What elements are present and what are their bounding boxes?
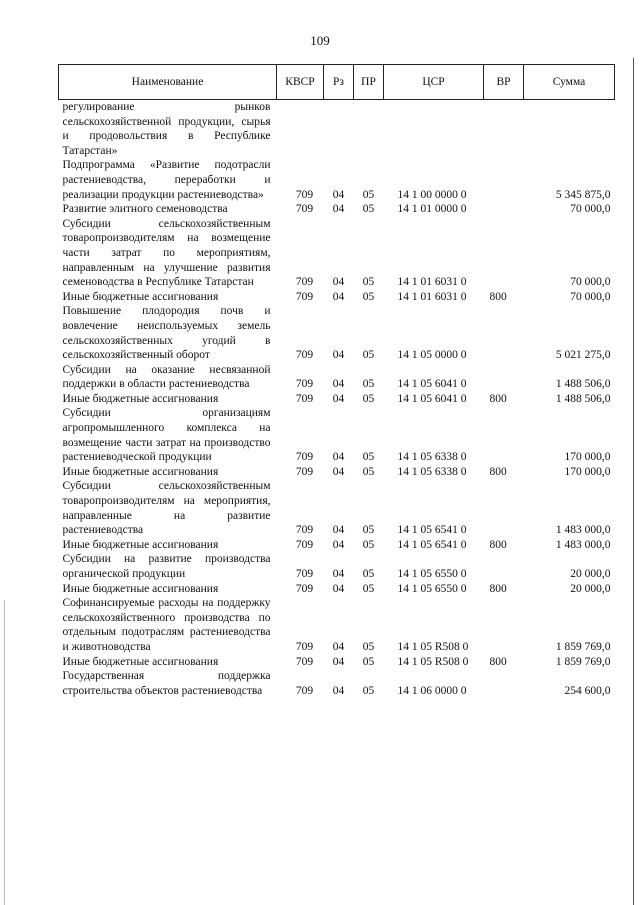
cell-csr: 14 1 05 6338 0 (397, 465, 467, 478)
cell-csr: 14 1 06 0000 0 (397, 684, 467, 697)
table-row (59, 290, 615, 305)
cell-pr: 05 (362, 524, 375, 537)
table-row (59, 304, 615, 362)
budget-table (58, 64, 615, 698)
cell-pr: 05 (362, 392, 375, 405)
cell-kvsr: 709 (295, 451, 314, 464)
cell-vr (484, 304, 524, 362)
cell-kvsr: 709 (295, 538, 314, 551)
cell-csr: 14 1 05 0000 0 (397, 349, 467, 362)
cell-name: Субсидии на развитие производства органической продукции (62, 553, 271, 580)
cell-csr: 14 1 05 6338 0 (397, 451, 467, 464)
cell-rz: 04 (332, 538, 345, 551)
cell-vr (484, 406, 524, 464)
cell-vr (484, 158, 524, 202)
header-sum: Сумма (524, 65, 615, 100)
cell-sum: 5 021 275,0 (555, 349, 611, 362)
cell-rz: 04 (332, 582, 345, 595)
cell-name: Повышение плодородия почв и вовлечение неиспользуемых земель сельскохозяйственных угодий в сельскохозяйственный оборот (62, 305, 271, 362)
cell-kvsr: 709 (295, 640, 314, 653)
cell-vr (484, 363, 524, 392)
cell-vr: 800 (489, 655, 507, 668)
cell-kvsr: 709 (295, 655, 314, 668)
cell-name: Иные бюджетные ассигнования (62, 392, 219, 405)
table-row (59, 100, 615, 159)
cell-sum: 1 488 506,0 (555, 392, 611, 405)
table-row (59, 406, 615, 464)
table-row (59, 465, 615, 480)
cell-csr: 14 1 05 6541 0 (397, 524, 467, 537)
cell-kvsr: 709 (295, 524, 314, 537)
cell-kvsr: 709 (295, 378, 314, 391)
page-number: 109 (310, 33, 330, 48)
cell-kvsr: 709 (295, 188, 314, 201)
cell-rz: 04 (332, 349, 345, 362)
table-row (59, 582, 615, 597)
cell-csr: 14 1 05 6041 0 (397, 378, 467, 391)
page-edge-line (633, 58, 634, 905)
cell-rz: 04 (332, 640, 345, 653)
cell-csr: 14 1 05 6541 0 (397, 538, 467, 551)
table-row (59, 538, 615, 553)
table-row (59, 669, 615, 698)
cell-kvsr: 709 (295, 392, 314, 405)
cell-csr (384, 100, 484, 159)
cell-csr: 14 1 05 6550 0 (397, 582, 467, 595)
cell-pr: 05 (362, 290, 375, 303)
cell-sum: 5 345 875,0 (555, 188, 611, 201)
cell-pr: 05 (362, 684, 375, 697)
cell-name: Субсидии организациям агропромышленного комплекса на возмещение части затрат на производство растениеводческой продукции (62, 407, 271, 464)
cell-kvsr: 709 (295, 582, 314, 595)
cell-name: Подпрограмма «Развитие подотрасли растениеводства, переработки и реализации продукции растениеводства» (62, 159, 271, 201)
header-name: Наименование (59, 65, 277, 100)
cell-kvsr: 709 (295, 568, 314, 580)
cell-pr: 05 (362, 188, 375, 201)
cell-sum: 70 000,0 (570, 290, 611, 303)
cell-pr: 05 (362, 640, 375, 653)
table-body (59, 100, 615, 699)
cell-kvsr: 709 (295, 684, 314, 697)
cell-rz: 04 (332, 524, 345, 537)
table-row (59, 596, 615, 654)
cell-sum: 1 483 000,0 (555, 538, 611, 551)
cell-kvsr (277, 100, 324, 159)
table-header-row (59, 65, 615, 100)
cell-sum: 1 483 000,0 (555, 524, 611, 537)
cell-vr (484, 552, 524, 581)
cell-csr: 14 1 00 0000 0 (397, 188, 467, 201)
cell-csr: 14 1 05 6041 0 (397, 392, 467, 405)
cell-vr (484, 479, 524, 537)
table-row (59, 363, 615, 392)
cell-pr: 05 (362, 465, 375, 478)
table-row (59, 392, 615, 407)
table-row (59, 479, 615, 537)
cell-name: регулирование рынков сельскохозяйственной продукции, сырья и продовольствия в Республике Татарстан» (62, 101, 271, 157)
cell-kvsr: 709 (295, 203, 314, 216)
cell-pr: 05 (362, 655, 375, 668)
cell-pr: 05 (362, 276, 375, 289)
cell-vr (484, 669, 524, 698)
cell-rz: 04 (332, 203, 345, 216)
cell-name: Государственная поддержка строительства объектов растениеводства (62, 670, 271, 697)
cell-rz: 04 (332, 465, 345, 478)
cell-sum (524, 100, 615, 159)
cell-rz: 04 (332, 655, 345, 668)
cell-csr: 14 1 05 6550 0 (397, 568, 467, 580)
cell-vr (484, 596, 524, 654)
cell-name: Субсидии на оказание несвязанной поддержки в области растениеводства (62, 363, 271, 391)
cell-vr (484, 202, 524, 217)
cell-pr: 05 (362, 349, 375, 362)
cell-sum: 70 000,0 (570, 203, 611, 216)
cell-sum: 1 859 769,0 (555, 655, 611, 668)
cell-rz (324, 100, 354, 159)
cell-vr (484, 217, 524, 290)
cell-name: Иные бюджетные ассигнования (62, 465, 219, 478)
scan-edge-line (4, 600, 5, 905)
header-csr: ЦСР (384, 65, 484, 100)
cell-sum: 254 600,0 (564, 684, 611, 697)
cell-sum: 20 000,0 (570, 582, 611, 595)
cell-csr: 14 1 01 6031 0 (397, 290, 467, 303)
cell-rz: 04 (332, 276, 345, 289)
cell-csr: 14 1 05 R508 0 (397, 655, 469, 668)
cell-vr: 800 (489, 465, 507, 478)
cell-name: Развитие элитного семеноводства (62, 203, 228, 216)
table-row (59, 202, 615, 217)
cell-kvsr: 709 (295, 276, 314, 289)
cell-rz: 04 (332, 188, 345, 201)
table-row (59, 655, 615, 670)
table-row (59, 552, 615, 581)
cell-vr: 800 (489, 392, 507, 405)
header-vr: ВР (484, 65, 524, 100)
header-rz: Рз (324, 65, 354, 100)
cell-sum: 70 000,0 (570, 276, 611, 289)
cell-pr: 05 (362, 203, 375, 216)
table-row (59, 217, 615, 290)
cell-sum: 20 000,0 (570, 568, 611, 580)
cell-rz: 04 (332, 392, 345, 405)
cell-name: Субсидии сельскохозяйственным товаропроизводителям на мероприятия, направленные на развитие растениеводства (62, 480, 271, 537)
cell-kvsr: 709 (295, 465, 314, 478)
cell-rz: 04 (332, 290, 345, 303)
cell-sum: 170 000,0 (564, 451, 611, 464)
cell-name: Иные бюджетные ассигнования (62, 538, 219, 551)
cell-name: Субсидии сельскохозяйственным товаропроизводителям на возмещение части затрат по мероприятиям, направленным на улучшение развития семеноводства в Республике Татарстан (62, 217, 271, 289)
header-kvsr: КВСР (277, 65, 324, 100)
cell-sum: 1 488 506,0 (555, 378, 611, 391)
cell-name: Софинансируемые расходы на поддержку сельскохозяйственного производства по отдельным подотраслям растениеводства и животноводства (62, 597, 271, 653)
cell-sum: 170 000,0 (564, 465, 611, 478)
cell-pr: 05 (362, 582, 375, 595)
cell-name: Иные бюджетные ассигнования (62, 655, 219, 668)
cell-pr: 05 (362, 378, 375, 391)
cell-vr: 800 (489, 582, 507, 595)
cell-rz: 04 (332, 451, 345, 464)
cell-kvsr: 709 (295, 290, 314, 303)
cell-vr: 800 (489, 538, 507, 551)
cell-vr: 800 (489, 290, 507, 303)
cell-pr: 05 (362, 538, 375, 551)
cell-pr: 05 (362, 451, 375, 464)
cell-sum: 1 859 769,0 (555, 640, 611, 653)
cell-pr (354, 100, 384, 159)
cell-vr (484, 100, 524, 159)
cell-pr: 05 (362, 568, 375, 580)
cell-kvsr: 709 (295, 349, 314, 362)
cell-rz: 04 (332, 684, 345, 697)
cell-name: Иные бюджетные ассигнования (62, 290, 219, 303)
table-row (59, 158, 615, 202)
header-pr: ПР (354, 65, 384, 100)
cell-csr: 14 1 01 6031 0 (397, 276, 467, 289)
cell-rz: 04 (332, 378, 345, 391)
cell-csr: 14 1 05 R508 0 (397, 640, 469, 653)
cell-csr: 14 1 01 0000 0 (397, 203, 467, 216)
cell-name: Иные бюджетные ассигнования (62, 582, 219, 595)
cell-rz: 04 (332, 568, 345, 580)
